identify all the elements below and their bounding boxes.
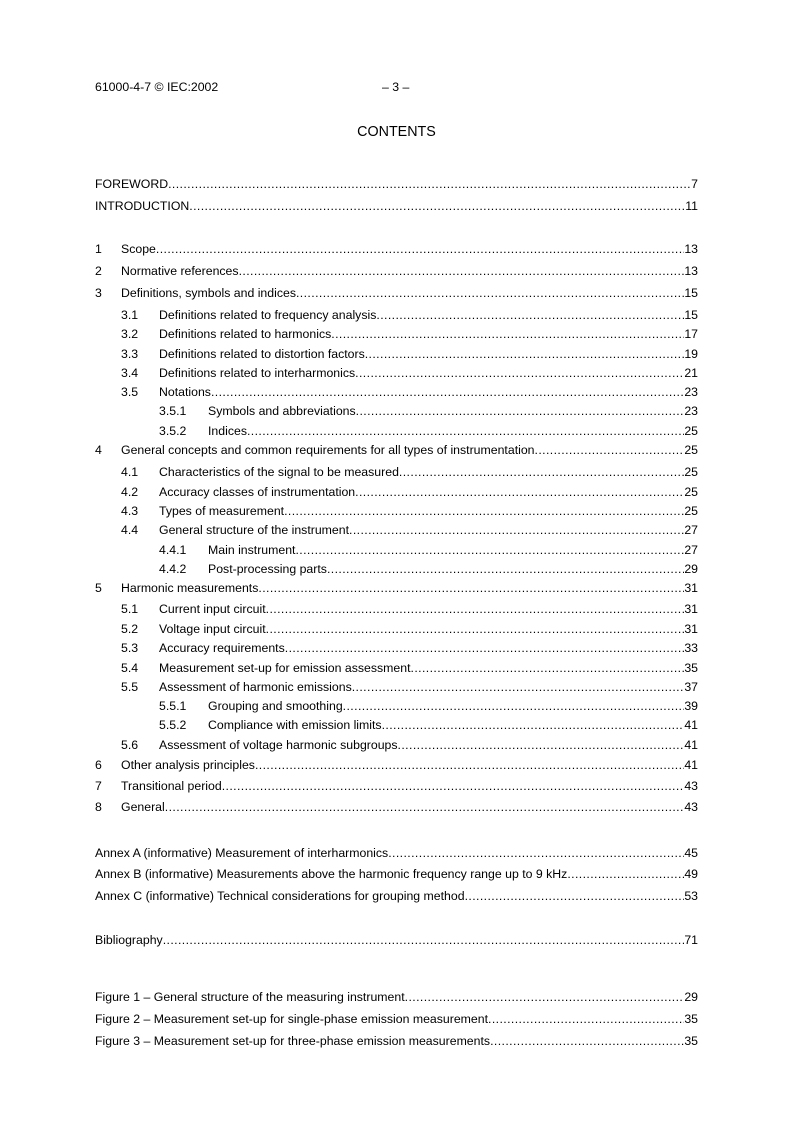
header-doc-id: 61000-4-7 © IEC:2002 [95,80,219,94]
toc-entry-page: 35 [684,1012,698,1026]
dot-leader [284,503,684,519]
toc-entry-title: General concepts and common requirements for all types of instrumentation [121,443,535,457]
toc-entry-number: 5.5 [121,680,139,694]
toc-entry-page: 23 [684,385,698,399]
toc-entry-number: 3.4 [121,366,139,380]
toc-entry-number: 5.1 [121,602,139,616]
toc-entry-number: 5.2 [121,622,139,636]
toc-entry-number: 4 [95,443,102,457]
toc-entry-number: 4.4.2 [159,562,187,576]
toc-entry-number: 5.6 [121,738,139,752]
dot-leader [399,464,684,480]
toc-entry-title: FOREWORD [95,177,169,191]
toc-entry-number: 6 [95,758,102,772]
toc-entry[interactable] [95,1011,698,1027]
toc-entry[interactable] [95,176,698,192]
dot-leader [331,326,684,342]
toc-entry-page: 29 [684,562,698,576]
dot-leader [535,442,685,458]
toc-entry[interactable] [121,737,698,753]
toc-entry-page: 7 [691,177,698,191]
toc-entry[interactable] [95,799,698,815]
toc-entry-title: Accuracy classes of instrumentation [159,485,356,499]
toc-entry[interactable] [121,640,698,656]
toc-entry-title: Accuracy requirements [159,641,285,655]
toc-entry-number: 4.2 [121,485,139,499]
toc-entry-page: 41 [684,718,698,732]
toc-entry-title: Annex B (informative) Measurements above the harmonic frequency range up to 9 kHz [95,867,568,881]
toc-entry-title: Annex A (informative) Measurement of interharmonics [95,846,389,860]
toc-entry-title: Indices [208,424,247,438]
toc-entry-page: 15 [684,286,698,300]
toc-entry-number: 3.1 [121,308,139,322]
toc-entry-title: General structure of the instrument [159,523,350,537]
toc-entry-number: 2 [95,264,102,278]
toc-entry[interactable] [121,522,698,538]
toc-entry-title: Grouping and smoothing [208,699,343,713]
toc-entry[interactable] [95,198,698,214]
toc-entry-page: 31 [684,622,698,636]
toc-entry[interactable] [121,346,698,362]
dot-leader [296,285,684,301]
toc-entry-page: 27 [684,543,698,557]
dot-leader [189,198,685,214]
toc-entry-number: 7 [95,779,102,793]
toc-entry[interactable] [121,621,698,637]
toc-entry-page: 11 [685,199,698,213]
toc-entry[interactable] [95,263,698,279]
toc-entry[interactable] [121,601,698,617]
dot-leader [343,698,685,714]
toc-entry-number: 3.5.1 [159,404,187,418]
dot-leader [352,679,685,695]
toc-entry[interactable] [95,778,698,794]
toc-entry-page: 41 [684,758,698,772]
toc-entry[interactable] [121,307,698,323]
toc-entry-number: 3.3 [121,347,139,361]
toc-entry-page: 43 [684,800,698,814]
toc-entry-page: 13 [684,242,698,256]
dot-leader [163,932,685,948]
toc-entry-page: 53 [684,889,698,903]
toc-entry-page: 31 [684,602,698,616]
toc-entry-number: 5.5.1 [159,699,187,713]
toc-entry-title: Post-processing parts [208,562,327,576]
toc-entry-title: Scope [121,242,156,256]
toc-entry-number: 1 [95,242,102,256]
dot-leader [285,640,685,656]
toc-entry[interactable] [159,542,698,558]
toc-entry-title: Definitions related to distortion factors [159,347,365,361]
toc-entry[interactable] [95,285,698,301]
toc-entry-number: 4.1 [121,465,139,479]
toc-entry[interactable] [121,384,698,400]
toc-entry-number: 3.5.2 [159,424,187,438]
toc-entry-title: Characteristics of the signal to be measured [159,465,399,479]
toc-entry-number: 3.5 [121,385,139,399]
dot-leader [355,484,684,500]
dot-leader [349,522,684,538]
toc-entry-page: 35 [684,1034,698,1048]
toc-entry-title: Harmonic measurements [121,581,259,595]
toc-entry[interactable] [95,866,698,882]
dot-leader [388,845,684,861]
dot-leader [295,542,684,558]
toc-entry-page: 27 [684,523,698,537]
toc-entry-page: 17 [684,327,698,341]
toc-entry-title: Bibliography [95,933,163,947]
toc-entry[interactable] [121,679,698,695]
toc-entry-page: 25 [684,443,698,457]
dot-leader [355,365,684,381]
toc-entry-number: 3 [95,286,102,300]
toc-entry-page: 49 [684,867,698,881]
toc-entry-title: Normative references [121,264,239,278]
dot-leader [266,601,685,617]
dot-leader [365,346,685,362]
toc-entry-page: 21 [684,366,698,380]
dot-leader [165,799,685,815]
toc-entry-page: 29 [684,990,698,1004]
toc-entry[interactable] [95,241,698,257]
toc-entry-page: 23 [684,404,698,418]
toc-entry-title: INTRODUCTION [95,199,190,213]
page-title: CONTENTS [357,124,436,140]
dot-leader [490,1033,684,1049]
toc-entry[interactable] [121,464,698,480]
toc-entry[interactable] [95,989,698,1005]
dot-leader [247,423,684,439]
toc-entry[interactable] [95,580,698,596]
toc-entry-page: 25 [684,504,698,518]
toc-entry[interactable] [121,326,698,342]
toc-entry-number: 4.4.1 [159,543,187,557]
toc-entry[interactable] [95,1033,698,1049]
toc-entry-title: Assessment of voltage harmonic subgroups [159,738,398,752]
toc-entry-page: 25 [684,465,698,479]
dot-leader [356,403,685,419]
dot-leader [222,778,685,794]
toc-entry-page: 15 [684,308,698,322]
toc-entry[interactable] [95,845,698,861]
toc-entry-number: 3.2 [121,327,139,341]
toc-entry-title: Figure 3 – Measurement set-up for three-phase emission measurements [95,1034,491,1048]
toc-entry-title: Main instrument [208,543,296,557]
toc-entry-title: Compliance with emission limits [208,718,382,732]
toc-entry-title: Definitions, symbols and indices [121,286,296,300]
toc-entry-title: Figure 1 – General structure of the measuring instrument [95,990,405,1004]
toc-entry[interactable] [121,365,698,381]
dot-leader [465,888,685,904]
dot-leader [567,866,684,882]
toc-entry[interactable] [95,932,698,948]
toc-entry[interactable] [159,403,698,419]
toc-entry-page: 45 [684,846,698,860]
toc-entry-title: Symbols and abbreviations [208,404,356,418]
dot-leader [156,241,684,257]
toc-entry-page: 25 [684,424,698,438]
dot-leader [327,561,684,577]
header-page-number: – 3 – [382,80,410,94]
toc-entry-title: Figure 2 – Measurement set-up for single-phase emission measurement [95,1012,489,1026]
toc-entry-number: 4.4 [121,523,139,537]
toc-entry-title: Types of measurement [159,504,285,518]
toc-entry[interactable] [95,442,698,458]
toc-entry-number: 4.3 [121,504,139,518]
toc-entry-number: 5.5.2 [159,718,187,732]
toc-entry-page: 43 [684,779,698,793]
toc-entry-title: Assessment of harmonic emissions [159,680,352,694]
dot-leader [376,307,684,323]
toc-entry-title: Notations [159,385,211,399]
toc-entry-page: 31 [684,581,698,595]
toc-entry-page: 19 [684,347,698,361]
dot-leader [239,263,685,279]
toc-entry-page: 71 [684,933,698,947]
toc-entry-page: 41 [684,738,698,752]
toc-entry-title: Definitions related to frequency analysis [159,308,377,322]
toc-entry-page: 33 [684,641,698,655]
toc-entry[interactable] [121,660,698,676]
toc-entry[interactable] [159,561,698,577]
toc-entry-title: General [121,800,165,814]
toc-entry-title: Definitions related to interharmonics [159,366,356,380]
toc-entry-title: Current input circuit [159,602,266,616]
toc-entry-number: 5 [95,581,102,595]
dot-leader [258,580,684,596]
toc-entry[interactable] [95,757,698,773]
toc-entry-title: Transitional period [121,779,222,793]
dot-leader [168,176,691,192]
toc-entry-title: Definitions related to harmonics [159,327,332,341]
toc-entry-page: 35 [684,661,698,675]
dot-leader [266,621,685,637]
dot-leader [411,660,685,676]
toc-entry-number: 8 [95,800,102,814]
toc-entry-number: 5.3 [121,641,139,655]
toc-entry-title: Voltage input circuit [159,622,266,636]
toc-entry[interactable] [95,888,698,904]
dot-leader [398,737,685,753]
toc-entry-title: Other analysis principles [121,758,255,772]
toc-entry-page: 39 [684,699,698,713]
toc-entry-title: Annex C (informative) Technical considerations for grouping method [95,889,465,903]
dot-leader [211,384,684,400]
toc-entry-page: 13 [684,264,698,278]
dot-leader [405,989,685,1005]
toc-entry[interactable] [121,484,698,500]
toc-entry-number: 5.4 [121,661,139,675]
toc-entry-title: Measurement set-up for emission assessment [159,661,411,675]
dot-leader [382,717,685,733]
toc-entry[interactable] [159,423,698,439]
toc-entry-page: 25 [684,485,698,499]
toc-entry[interactable] [159,717,698,733]
dot-leader [255,757,684,773]
dot-leader [488,1011,684,1027]
toc-entry[interactable] [121,503,698,519]
toc-entry[interactable] [159,698,698,714]
toc-entry-page: 37 [684,680,698,694]
